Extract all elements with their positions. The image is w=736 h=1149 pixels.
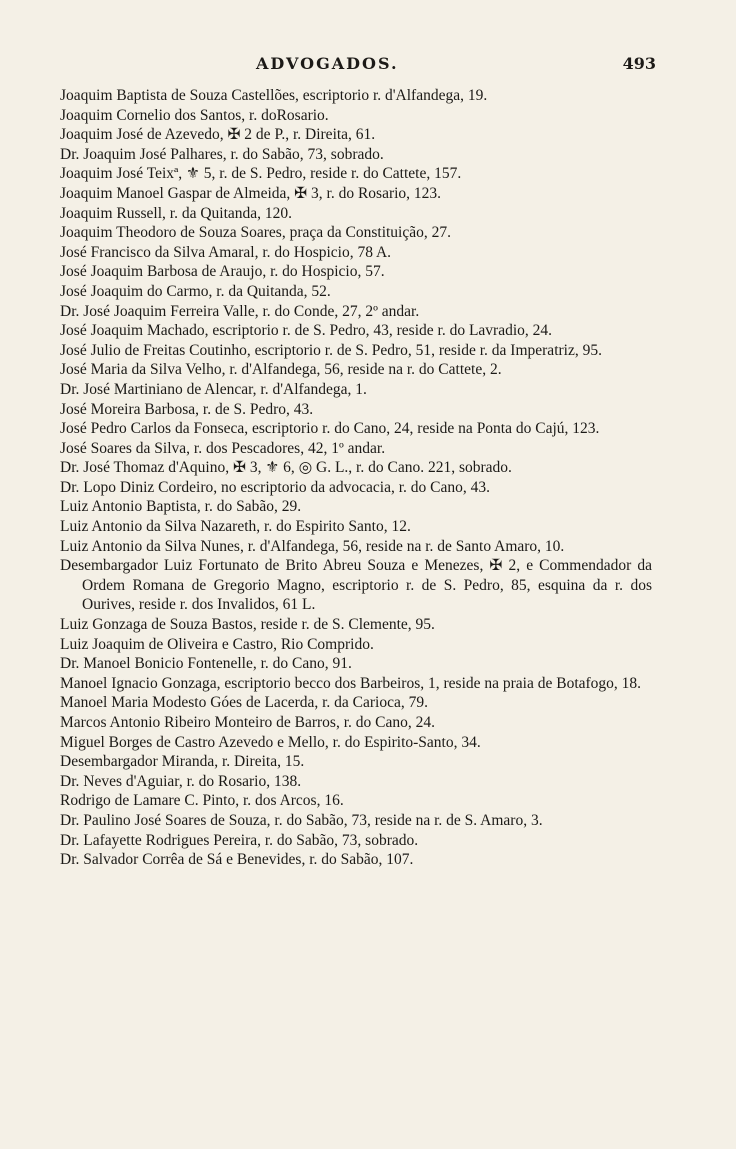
list-item: Manoel Ignacio Gonzaga, escriptorio becco dos Barbeiros, 1, reside na praia de Botafogo, 18. bbox=[60, 674, 642, 692]
list-item: Joaquim Baptista de Souza Castellões, escriptorio r. d'Alfandega, 19. bbox=[60, 87, 488, 104]
list-item: Dr. Paulino José Soares de Souza, r. do Sabão, 73, reside na r. de S. Amaro, 3. bbox=[60, 811, 543, 829]
list-item: José Julio de Freitas Coutinho, escriptorio r. de S. Pedro, 51, reside r. da Imperatriz, 95. bbox=[60, 341, 602, 359]
list-item: José Soares da Silva, r. dos Pescadores, 42, 1º andar. bbox=[60, 439, 386, 457]
list-item: Dr. Salvador Corrêa de Sá e Benevides, r. do Sabão, 107. bbox=[60, 851, 414, 869]
list-item: Joaquim Manoel Gaspar de Almeida, ✠ 3, r. do Rosario, 123. bbox=[60, 184, 442, 202]
list-item: José Pedro Carlos da Fonseca, escriptorio r. do Cano, 24, reside na Ponta do Cajú, 123. bbox=[60, 420, 600, 438]
list-item: Luiz Antonio Baptista, r. do Sabão, 29. bbox=[60, 498, 302, 516]
list-item: José Joaquim do Carmo, r. da Quitanda, 52. bbox=[60, 282, 331, 300]
list-item: José Francisco da Silva Amaral, r. do Hospicio, 78 A. bbox=[60, 243, 392, 261]
list-item: Joaquim Cornelio dos Santos, r. doRosario. bbox=[60, 106, 329, 124]
list-item: Desembargador Luiz Fortunato de Brito Abreu Souza e Menezes, ✠ 2, e Commendador da Ordem Romana de Gregorio Magno, escriptorio r. de S. Pedro, 85, esquina da r. dos Ourives, reside r. dos Invalidos, 61 L. bbox=[60, 557, 652, 614]
list-item: José Joaquim Barbosa de Araujo, r. do Hospicio, 57. bbox=[60, 263, 385, 281]
page-number: 493 bbox=[622, 54, 656, 73]
directory-list bbox=[60, 86, 652, 870]
list-item: José Maria da Silva Velho, r. d'Alfandega, 56, reside na r. do Cattete, 2. bbox=[60, 361, 502, 379]
list-item: José Moreira Barbosa, r. de S. Pedro, 43. bbox=[60, 400, 314, 418]
list-item: Manoel Maria Modesto Góes de Lacerda, r. da Carioca, 79. bbox=[60, 694, 428, 712]
list-item: Desembargador Miranda, r. Direita, 15. bbox=[60, 753, 305, 771]
list-item: Luiz Joaquim de Oliveira e Castro, Rio Comprido. bbox=[60, 635, 374, 653]
list-item: Dr. Lafayette Rodrigues Pereira, r. do Sabão, 73, sobrado. bbox=[60, 831, 419, 849]
list-item: Joaquim Russell, r. da Quitanda, 120. bbox=[60, 204, 293, 222]
list-item: Miguel Borges de Castro Azevedo e Mello, r. do Espirito-Santo, 34. bbox=[60, 733, 481, 751]
list-item: Joaquim Theodoro de Souza Soares, praça da Constituição, 27. bbox=[60, 224, 451, 242]
list-item: Luiz Antonio da Silva Nazareth, r. do Espirito Santo, 12. bbox=[60, 518, 411, 536]
list-item: Joaquim José Teixª, ⚜ 5, r. de S. Pedro, reside r. do Cattete, 157. bbox=[60, 165, 462, 183]
list-item: Marcos Antonio Ribeiro Monteiro de Barros, r. do Cano, 24. bbox=[60, 714, 435, 731]
list-item: Rodrigo de Lamare C. Pinto, r. dos Arcos, 16. bbox=[60, 792, 344, 810]
list-item: Dr. Lopo Diniz Cordeiro, no escriptorio da advocacia, r. do Cano, 43. bbox=[60, 478, 491, 496]
list-item: Joaquim José de Azevedo, ✠ 2 de P., r. Direita, 61. bbox=[60, 126, 376, 144]
list-item: Dr. José Martiniano de Alencar, r. d'Alfandega, 1. bbox=[60, 380, 367, 398]
list-item: Dr. Neves d'Aguiar, r. do Rosario, 138. bbox=[60, 772, 302, 790]
list-item: Dr. Manoel Bonicio Fontenelle, r. do Cano, 91. bbox=[60, 655, 352, 673]
page-header bbox=[56, 54, 656, 78]
list-item: José Joaquim Machado, escriptorio r. de S. Pedro, 43, reside r. do Lavradio, 24. bbox=[60, 322, 553, 340]
section-title: ADVOGADOS. bbox=[256, 54, 399, 73]
list-item: Dr. José Thomaz d'Aquino, ✠ 3, ⚜ 6, ◎ G. L., r. do Cano. 221, sobrado. bbox=[60, 459, 512, 477]
list-item: Luiz Antonio da Silva Nunes, r. d'Alfandega, 56, reside na r. de Santo Amaro, 10. bbox=[60, 537, 565, 555]
list-item: Dr. Joaquim José Palhares, r. do Sabão, 73, sobrado. bbox=[60, 145, 384, 163]
list-item: Dr. José Joaquim Ferreira Valle, r. do Conde, 27, 2º andar. bbox=[60, 302, 420, 320]
list-item: Luiz Gonzaga de Souza Bastos, reside r. de S. Clemente, 95. bbox=[60, 616, 435, 634]
